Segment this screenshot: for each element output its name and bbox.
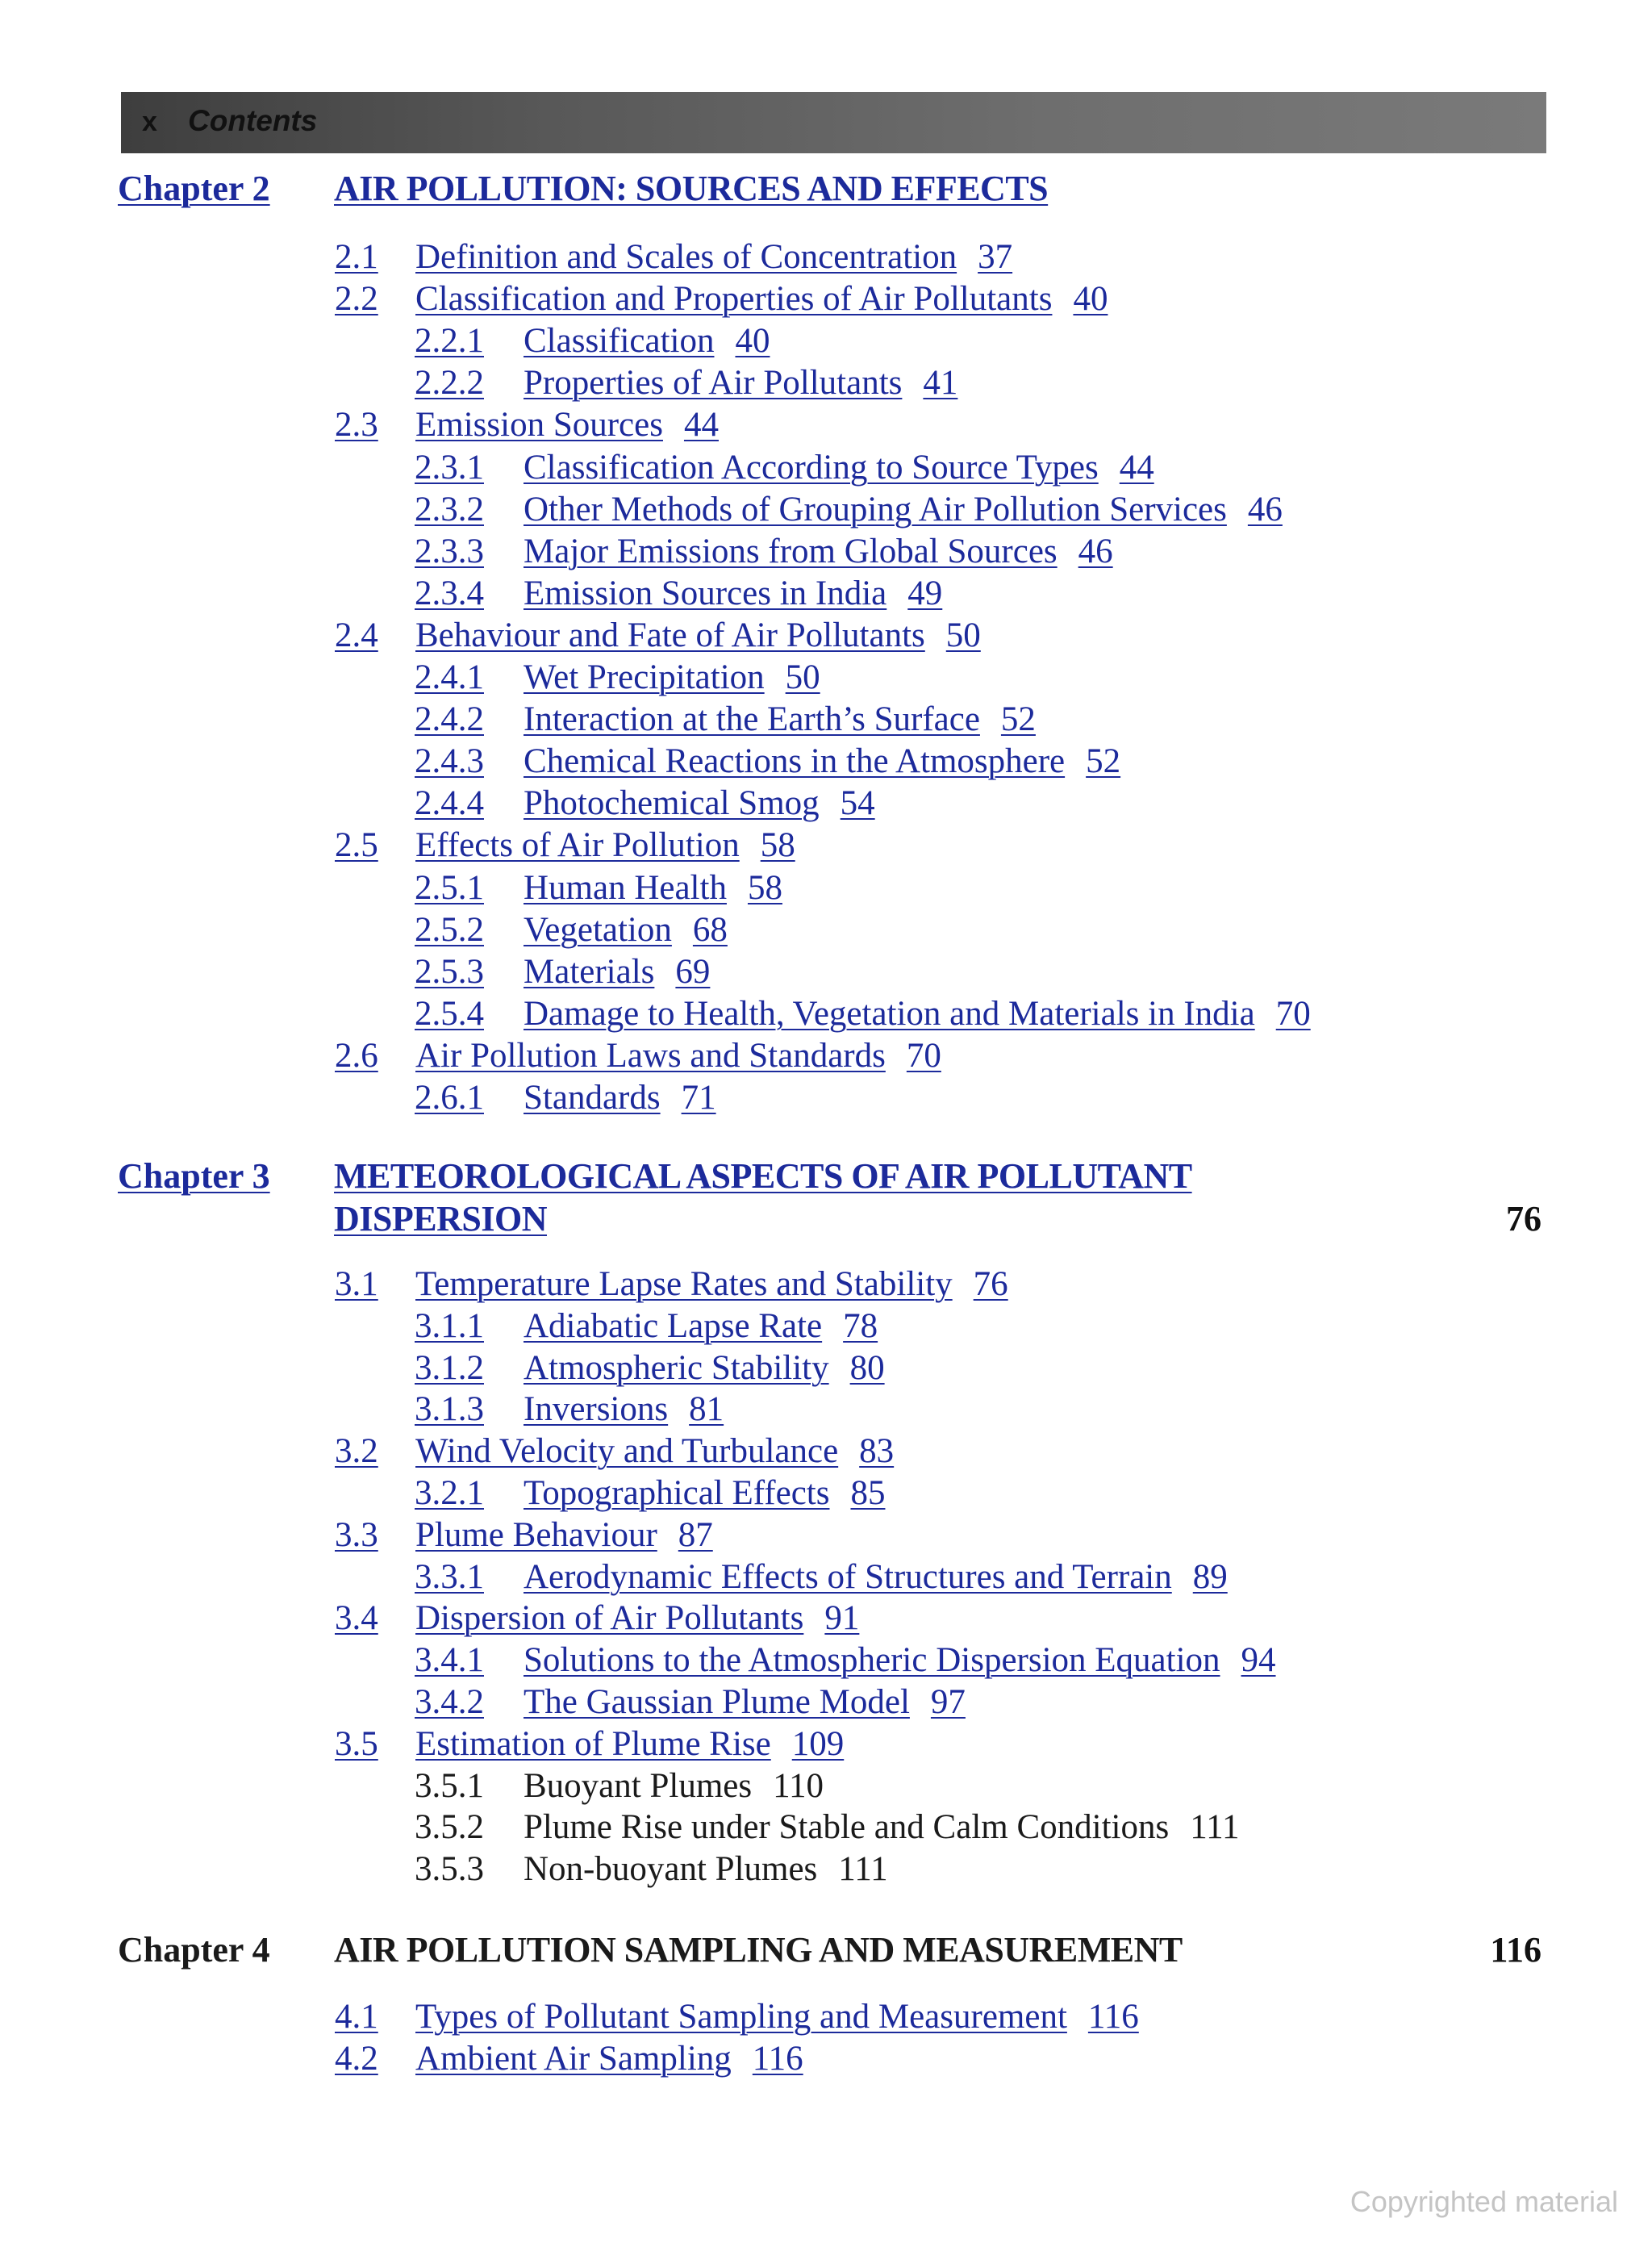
toc-entry[interactable] [335,2040,803,2078]
toc-entry[interactable] [335,1599,860,1637]
section-page-number: 116 [1087,1998,1139,2036]
chapter-page-number: 76 [1506,1199,1541,1239]
section-page-number: 40 [735,322,770,360]
section-title-line [524,1810,1240,1844]
section-number: 3.1.3 [415,1390,484,1428]
section-number: 2.1 [335,238,378,276]
running-header [121,92,1546,153]
section-title: Ambient Air Sampling [415,2040,732,2078]
section-title: Plume Behaviour [415,1516,657,1554]
chapter-label: Chapter 4 [118,1930,270,1970]
section-page-number: 83 [859,1432,895,1470]
section-title-line [524,1560,1228,1594]
section-page-number: 49 [907,574,943,612]
toc-entry[interactable] [415,449,1154,487]
section-title-line [415,1518,713,1552]
section-title: Definition and Scales of Concentration [415,238,957,276]
section-title: Effects of Air Pollution [415,826,740,864]
section-page-number: 94 [1241,1641,1276,1679]
section-page-number: 58 [747,869,782,907]
chapter-title: AIR POLLUTION SAMPLING AND MEASUREMENT [334,1930,1183,1970]
section-title: Emission Sources in India [524,574,887,612]
section-title: Chemical Reactions in the Atmosphere [524,742,1066,780]
section-number: 2.2.1 [415,322,484,360]
chapter-title-text: DISPERSION [334,1199,547,1239]
section-page-number: 37 [978,238,1013,276]
toc-entry [415,1808,1240,1846]
section-page-number: 87 [678,1516,713,1554]
section-number: 2.3.1 [415,449,484,487]
toc-entry [415,1767,824,1805]
section-number: 3.5.1 [415,1767,484,1805]
section-title: Emission Sources [415,406,663,444]
toc-entry[interactable] [335,406,719,444]
section-page-number: 50 [945,616,981,654]
section-title-line [524,744,1120,779]
section-title-line [524,955,710,989]
toc-entry[interactable] [415,784,875,822]
section-title-line [415,1434,894,1468]
section-title-line [524,1643,1276,1677]
section-title-line [524,324,770,358]
section-number: 3.2 [335,1432,378,1470]
chapter-title[interactable] [334,1198,547,1239]
section-number: 2.4.4 [415,784,484,822]
section-page-number: 111 [1190,1808,1240,1846]
section-page-number: 40 [1073,280,1108,318]
section-title-line [524,660,820,695]
toc-entry[interactable] [415,742,1121,780]
section-title-line [524,576,942,611]
section-title: Estimation of Plume Rise [415,1725,771,1763]
section-title-line [415,1038,941,1073]
section-page-number: 46 [1247,491,1283,528]
section-number: 3.2.1 [415,1474,484,1512]
chapter-label-text: Chapter 3 [118,1156,270,1196]
toc-entry[interactable] [415,322,770,360]
section-title: Classification [524,322,715,360]
section-number: 2.5.3 [415,953,484,991]
section-title: Human Health [524,869,727,907]
section-number: 2.5.1 [415,869,484,907]
section-number: 2.3.3 [415,533,484,570]
section-title-line [524,1476,885,1510]
section-number: 2.5.2 [415,911,484,949]
section-page-number: 85 [850,1474,886,1512]
toc-entry[interactable] [335,1037,941,1075]
chapter-label-text: Chapter 2 [118,169,270,208]
section-page-number: 91 [824,1599,860,1637]
section-title: Photochemical Smog [524,784,820,822]
section-title-line [415,618,981,653]
section-title-line [415,1601,859,1635]
section-number: 2.4.3 [415,742,484,780]
section-number: 3.4 [335,1599,378,1637]
toc-entry[interactable] [415,1079,716,1117]
section-title-line [524,996,1311,1031]
toc-entry[interactable] [415,1349,885,1387]
section-page-number: 110 [773,1767,824,1805]
section-title: Properties of Air Pollutants [524,364,903,402]
section-title: Vegetation [524,911,672,949]
section-title: The Gaussian Plume Model [524,1683,910,1721]
section-title-line [524,1351,885,1385]
toc-entry[interactable] [415,995,1311,1033]
section-title: Major Emissions from Global Sources [524,533,1058,570]
section-number: 2.4.1 [415,658,484,696]
section-number: 2.3.4 [415,574,484,612]
section-number: 3.5.3 [415,1850,484,1888]
header-page-number: x [142,107,157,137]
section-page-number: 54 [840,784,875,822]
section-number: 3.4.2 [415,1683,484,1721]
section-title: Classification According to Source Types [524,449,1099,487]
toc-entry[interactable] [415,1641,1276,1679]
chapter-label[interactable] [118,168,270,209]
section-title: Materials [524,953,655,991]
section-title-line [524,1852,888,1886]
section-page-number: 89 [1192,1558,1228,1596]
section-title: Classification and Properties of Air Pollutants [415,280,1053,318]
toc-entry[interactable] [415,1683,966,1721]
section-title-line [524,786,875,821]
section-number: 2.4.2 [415,700,484,738]
section-number: 2.6.1 [415,1079,484,1117]
toc-entry[interactable] [335,616,981,654]
section-page-number: 116 [752,2040,803,2078]
section-title-line [524,702,1036,737]
section-page-number: 41 [923,364,958,402]
section-title-line [524,1685,966,1719]
section-page-number: 71 [681,1079,716,1117]
section-title-line [415,1999,1139,2034]
section-number: 4.1 [335,1998,378,2036]
section-title: Adiabatic Lapse Rate [524,1307,823,1345]
section-title-line [524,1309,878,1343]
section-page-number: 44 [1119,449,1154,487]
toc-entry[interactable] [335,1432,895,1470]
section-title: Behaviour and Fate of Air Pollutants [415,616,925,654]
section-title: Inversions [524,1390,669,1428]
section-title-line [415,282,1108,316]
section-page-number: 78 [843,1307,878,1345]
chapter-page-number: 116 [1490,1930,1541,1970]
toc-entry[interactable] [335,1725,845,1763]
section-page-number: 70 [906,1037,941,1075]
section-title: Other Methods of Grouping Air Pollution Services [524,491,1227,528]
toc-entry[interactable] [415,491,1283,528]
section-page-number: 81 [689,1390,724,1428]
section-number: 2.2.2 [415,364,484,402]
section-title: Non-buoyant Plumes [524,1850,818,1888]
section-page-number: 44 [683,406,719,444]
chapter-title[interactable] [334,168,1048,209]
chapter-title-text: METEOROLOGICAL ASPECTS OF AIR POLLUTANT [334,1156,1192,1196]
section-title-line [524,492,1283,527]
section-title-line [415,828,795,863]
toc-entry[interactable] [415,700,1036,738]
section-page-number: 69 [675,953,711,991]
toc-entry[interactable] [335,280,1108,318]
section-title-line [524,534,1113,569]
toc-entry[interactable] [335,238,1013,276]
header-title: Contents [188,104,318,137]
toc-entry[interactable] [415,364,958,402]
copyright-watermark: Copyrighted material [1350,2185,1618,2218]
section-title-line [524,1080,716,1115]
section-title: Buoyant Plumes [524,1767,753,1805]
toc-entry[interactable] [415,953,711,991]
section-title-line [524,366,957,400]
section-page-number: 46 [1078,533,1113,570]
section-page-number: 80 [849,1349,885,1387]
section-page-number: 52 [1000,700,1036,738]
section-title: Wet Precipitation [524,658,765,696]
section-title: Plume Rise under Stable and Calm Conditions [524,1808,1170,1846]
section-number: 2.3 [335,406,378,444]
section-title: Interaction at the Earth’s Surface [524,700,980,738]
section-page-number: 70 [1275,995,1311,1033]
section-number: 3.1 [335,1265,378,1303]
section-number: 2.4 [335,616,378,654]
section-number: 3.3.1 [415,1558,484,1596]
toc-entry[interactable] [415,911,728,949]
section-number: 2.5.4 [415,995,484,1033]
section-page-number: 76 [973,1265,1008,1303]
section-number: 2.6 [335,1037,378,1075]
section-number: 3.1.1 [415,1307,484,1345]
section-title-line [524,450,1154,485]
toc-entry[interactable] [415,869,782,907]
section-title: Solutions to the Atmospheric Dispersion Equation [524,1641,1220,1679]
section-title: Aerodynamic Effects of Structures and Terrain [524,1558,1172,1596]
section-page-number: 58 [760,826,795,864]
section-page-number: 52 [1086,742,1121,780]
toc-entry[interactable] [335,826,795,864]
toc-entry [415,1850,888,1888]
toc-entry[interactable] [335,1998,1139,2036]
section-number: 3.5.2 [415,1808,484,1846]
chapter-title[interactable] [334,1155,1192,1197]
section-number: 3.4.1 [415,1641,484,1679]
section-title-line [524,1392,724,1427]
section-title: Standards [524,1079,661,1117]
section-number: 3.1.2 [415,1349,484,1387]
section-page-number: 109 [791,1725,845,1763]
section-number: 4.2 [335,2040,378,2078]
section-page-number: 97 [930,1683,966,1721]
section-title-line [415,1727,844,1761]
section-title-line [415,2041,803,2076]
section-title: Atmospheric Stability [524,1349,829,1387]
chapter-title-text: AIR POLLUTION: SOURCES AND EFFECTS [334,169,1049,208]
section-title-line [415,1267,1008,1301]
section-title-line [524,1769,824,1803]
section-title-line [415,407,719,442]
section-number: 2.2 [335,280,378,318]
section-page-number: 68 [692,911,728,949]
section-title: Topographical Effects [524,1474,830,1512]
toc-entry[interactable] [415,574,943,612]
toc-entry[interactable] [415,1474,886,1512]
toc-entry[interactable] [415,658,820,696]
section-title-line [415,240,1012,274]
toc-entry[interactable] [335,1516,713,1554]
section-title: Wind Velocity and Turbulance [415,1432,839,1470]
toc-entry[interactable] [415,1558,1228,1596]
section-title-line [524,913,728,947]
toc-entry[interactable] [335,1265,1008,1303]
section-title: Damage to Health, Vegetation and Materials in India [524,995,1255,1033]
toc-entry[interactable] [415,1307,878,1345]
toc-entry[interactable] [415,533,1113,570]
section-number: 3.3 [335,1516,378,1554]
section-title: Dispersion of Air Pollutants [415,1599,804,1637]
section-page-number: 111 [838,1850,888,1888]
section-title: Air Pollution Laws and Standards [415,1037,886,1075]
section-number: 3.5 [335,1725,378,1763]
section-number: 2.3.2 [415,491,484,528]
section-title: Types of Pollutant Sampling and Measurement [415,1998,1067,2036]
toc-entry[interactable] [415,1390,724,1428]
section-title-line [524,871,782,905]
section-title: Temperature Lapse Rates and Stability [415,1265,953,1303]
section-number: 2.5 [335,826,378,864]
chapter-label[interactable] [118,1155,270,1197]
section-page-number: 50 [785,658,820,696]
